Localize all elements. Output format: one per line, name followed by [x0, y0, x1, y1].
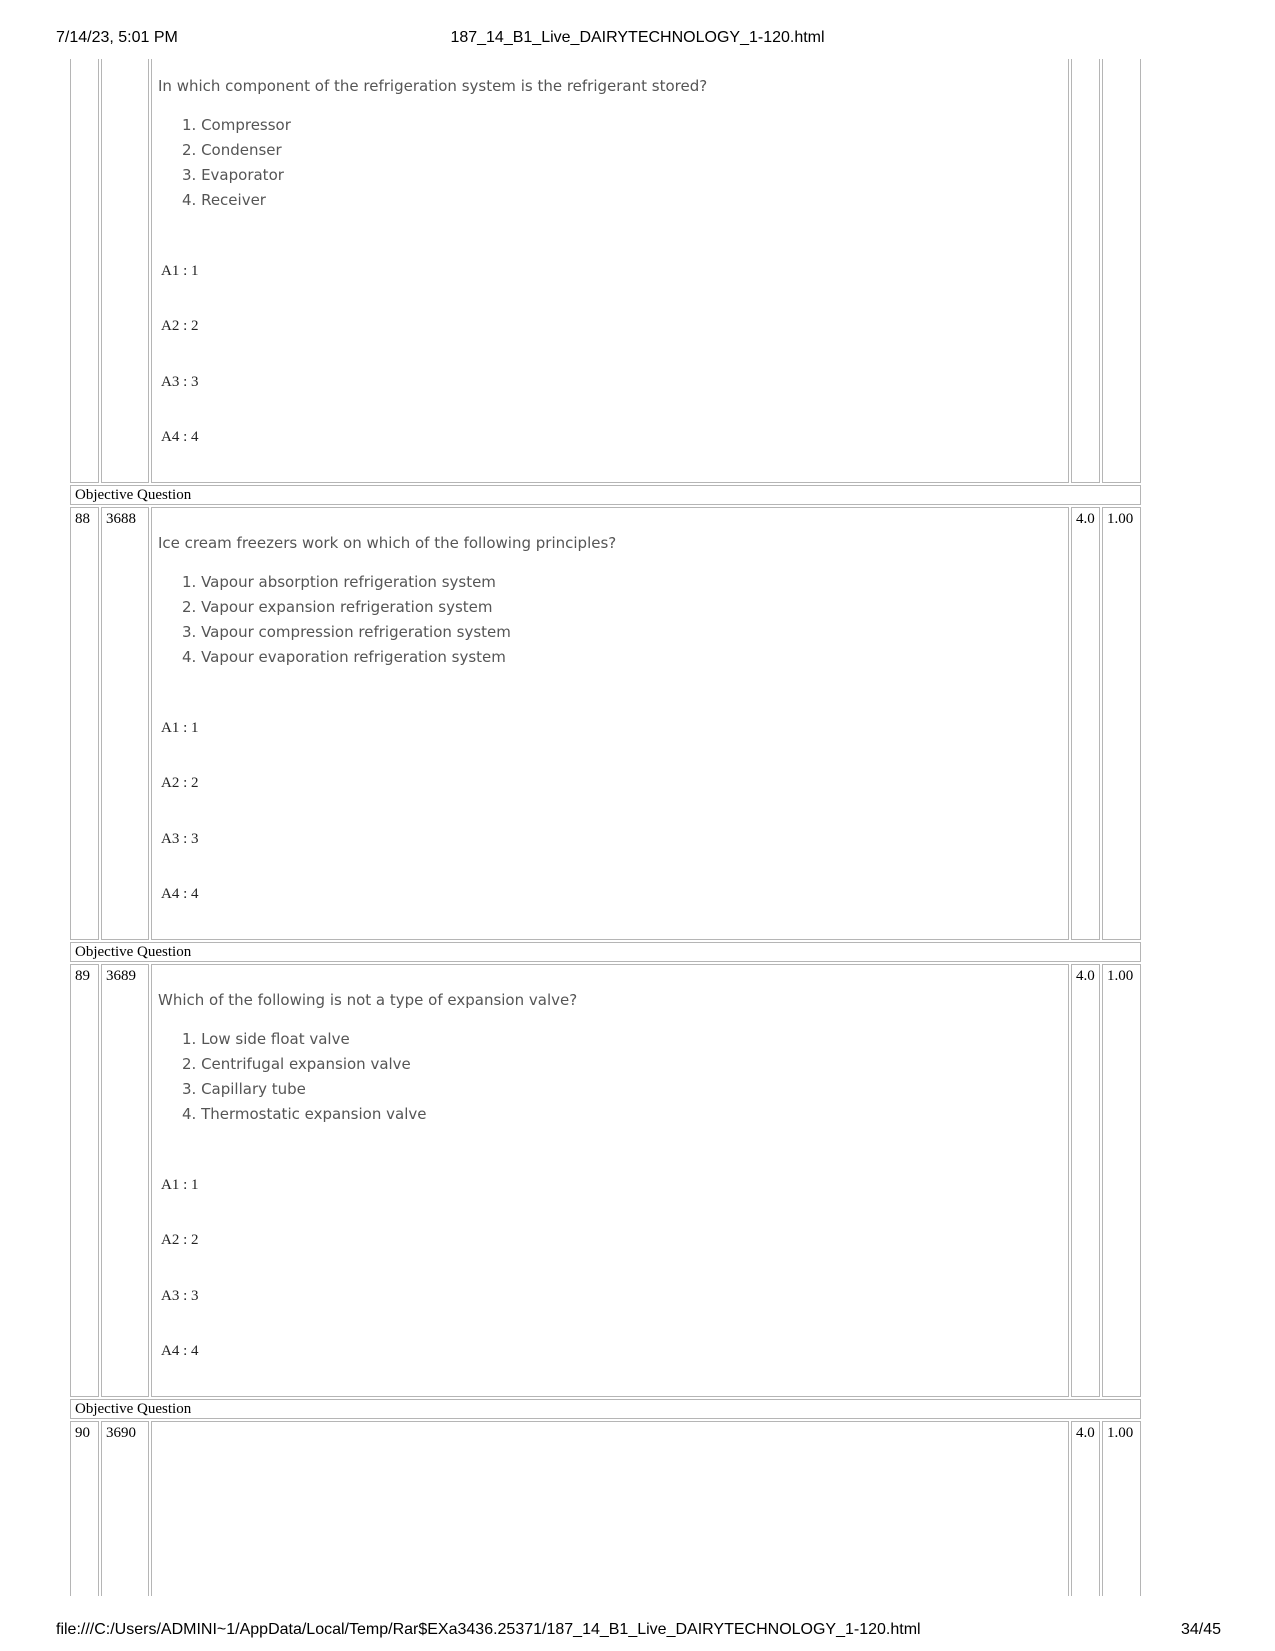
section-label: Objective Question [75, 487, 192, 503]
id-cell [101, 507, 149, 940]
negative-marks-cell [1102, 1421, 1141, 1596]
question-text: Which of the following is not a type of expansion valve? [158, 991, 578, 1009]
marks-value: 4.0 [1076, 968, 1095, 984]
answer-line: A1 : 1 [161, 1177, 199, 1193]
question-text: In which component of the refrigeration system is the refrigerant stored? [158, 77, 708, 95]
option: 1. Low side float valve [182, 1030, 350, 1048]
question-id: 3689 [106, 968, 136, 984]
section-label-row [70, 485, 1141, 505]
question-number: 90 [75, 1425, 90, 1441]
option-list [182, 570, 511, 670]
document-title: 187_14_B1_Live_DAIRYTECHNOLOGY_1-120.html [450, 29, 825, 46]
section-label: Objective Question [75, 1401, 192, 1417]
marks-cell [1071, 1421, 1100, 1596]
question-cell [151, 507, 1069, 940]
negative-marks-value: 1.00 [1107, 511, 1134, 527]
number-cell [70, 964, 99, 1397]
answer-line: A2 : 2 [161, 1232, 199, 1248]
question-number: 88 [75, 511, 90, 527]
number-cell [70, 1421, 99, 1596]
negative-marks-cell [1102, 59, 1141, 483]
answer-line: A1 : 1 [161, 263, 199, 279]
answer-line: A3 : 3 [161, 1288, 199, 1304]
file-path: file:///C:/Users/ADMINI~1/AppData/Local/Temp/Rar$EXa3436.25371/187_14_B1_Live_DAIRYTECHNOLOGY_1-120.html [56, 1621, 921, 1638]
number-cell [70, 507, 99, 940]
option: 1. Vapour absorption refrigeration system [182, 573, 496, 591]
print-datetime: 7/14/23, 5:01 PM [56, 29, 178, 46]
negative-marks-value: 1.00 [1107, 1425, 1134, 1441]
section-label: Objective Question [75, 944, 192, 960]
option: 4. Vapour evaporation refrigeration system [182, 648, 506, 666]
option: 2. Vapour expansion refrigeration system [182, 598, 493, 616]
marks-value: 4.0 [1076, 1425, 1095, 1441]
option-list [182, 1027, 426, 1127]
option: 4. Thermostatic expansion valve [182, 1105, 427, 1123]
print-header [0, 29, 1275, 51]
question-cell [151, 59, 1069, 483]
answer-line: A2 : 2 [161, 318, 199, 334]
question-id: 3690 [106, 1425, 136, 1441]
question-text: Ice cream freezers work on which of the following principles? [158, 534, 617, 552]
number-cell [70, 59, 99, 483]
question-cell [151, 964, 1069, 1397]
print-footer [0, 1621, 1275, 1643]
question-number: 89 [75, 968, 90, 984]
page-number: 34/45 [1180, 1621, 1221, 1638]
id-cell [101, 1421, 149, 1596]
section-label-row [70, 1399, 1141, 1419]
answer-line: A4 : 4 [161, 886, 199, 902]
option: 2. Condenser [182, 141, 282, 159]
negative-marks-cell [1102, 964, 1141, 1397]
answer-line: A4 : 4 [161, 429, 199, 445]
marks-cell [1071, 964, 1100, 1397]
option: 3. Capillary tube [182, 1080, 306, 1098]
answer-line: A4 : 4 [161, 1343, 199, 1359]
answer-line: A3 : 3 [161, 374, 199, 390]
marks-value: 4.0 [1076, 511, 1095, 527]
option: 1. Compressor [182, 116, 291, 134]
answer-line: A1 : 1 [161, 720, 199, 736]
option: 4. Receiver [182, 191, 266, 209]
option: 3. Vapour compression refrigeration system [182, 623, 511, 641]
answer-line: A2 : 2 [161, 775, 199, 791]
marks-cell [1071, 507, 1100, 940]
answer-line: A3 : 3 [161, 831, 199, 847]
section-label-row [70, 942, 1141, 962]
question-cell [151, 1421, 1069, 1596]
marks-cell [1071, 59, 1100, 483]
option: 2. Centrifugal expansion valve [182, 1055, 411, 1073]
question-table [70, 59, 1202, 1596]
negative-marks-value: 1.00 [1107, 968, 1134, 984]
option-list [182, 113, 291, 213]
option: 3. Evaporator [182, 166, 284, 184]
id-cell [101, 59, 149, 483]
question-id: 3688 [106, 511, 136, 527]
negative-marks-cell [1102, 507, 1141, 940]
id-cell [101, 964, 149, 1397]
